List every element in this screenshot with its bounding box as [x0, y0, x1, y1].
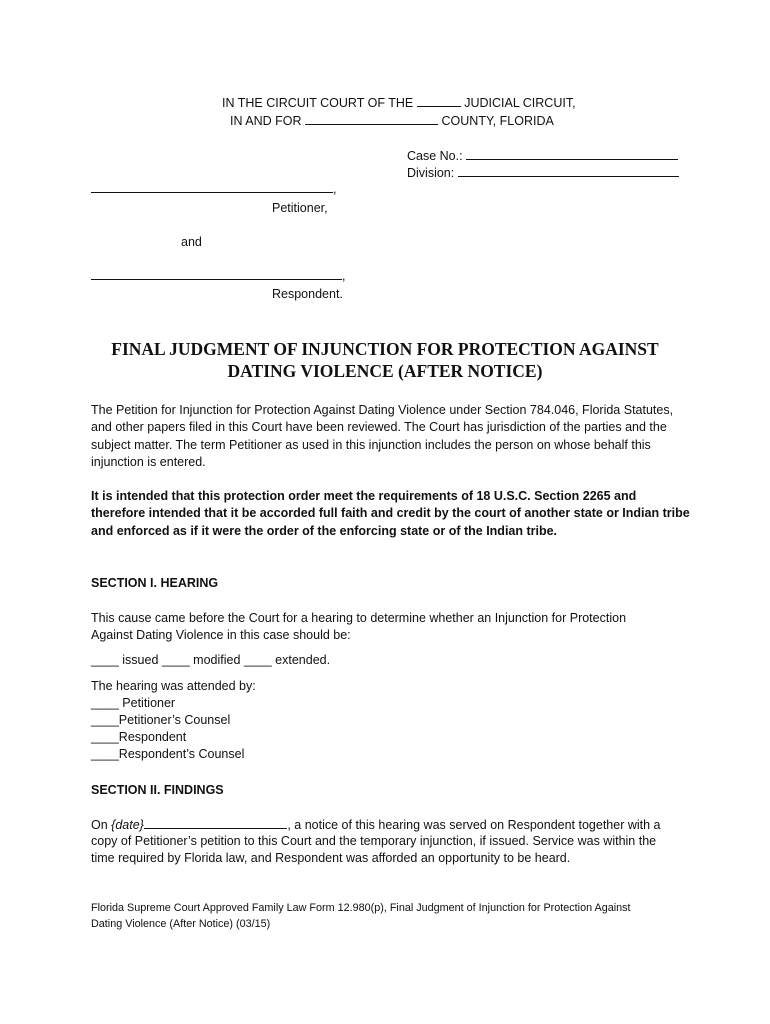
findings-line-3: time required by Florida law, and Respondent was afforded an opportunity to be heard. [91, 851, 571, 865]
attendee-respondent[interactable]: ____Respondent [91, 730, 187, 744]
full-faith-credit-paragraph: It is intended that this protection order meet the requirements of 18 U.S.C. Section 2265 and therefore intended that it be accorded full faith and credit by the court of another state or Indian tribe and enforced as if it were the order of the enforcing state or of the Indian tribe. [91, 489, 690, 538]
respondent-comma: , [342, 269, 346, 283]
intro-paragraph: The Petition for Injunction for Protection Against Dating Violence under Section 784.046, Florida Statutes, and other papers filed in this Court have been reviewed. The Court has jurisdiction of the parties and the subject matter. The term Petitioner as used in this injunction includes the person on whose behalf this injunction is entered. [91, 403, 674, 469]
section-2-heading: SECTION II. FINDINGS [91, 783, 224, 797]
title-line-1: FINAL JUDGMENT OF INJUNCTION FOR PROTECTION AGAINST [111, 339, 659, 359]
judicial-circuit-blank[interactable] [417, 95, 461, 107]
petitioner-label: Petitioner, [272, 201, 328, 215]
section-1-text: This cause came before the Court for a hearing to determine whether an Injunction for Protection Against Dating Violence in this case should be: [91, 611, 627, 643]
footer-line-2: Dating Violence (After Notice) (03/15) [91, 918, 271, 930]
findings-line-1 [91, 817, 661, 832]
attendee-petitioner[interactable]: ____ Petitioner [91, 696, 176, 710]
court-line [222, 95, 576, 110]
date-placeholder: {date} [111, 818, 144, 832]
attendee-respondent-counsel[interactable]: ____Respondent’s Counsel [91, 747, 245, 761]
section-1-heading: SECTION I. HEARING [91, 576, 219, 590]
division-blank[interactable] [458, 165, 679, 177]
county-line-prefix: IN AND FOR [230, 114, 302, 128]
service-date-blank[interactable] [144, 817, 287, 829]
title-line-2: DATING VIOLENCE (AFTER NOTICE) [227, 361, 543, 381]
county-line [230, 113, 554, 128]
county-blank[interactable] [305, 113, 438, 125]
and-label: and [181, 235, 202, 249]
respondent-label: Respondent. [272, 287, 343, 301]
attended-label: The hearing was attended by: [91, 679, 256, 693]
case-no-label: Case No.: [407, 149, 463, 163]
court-line-prefix: IN THE CIRCUIT COURT OF THE [222, 96, 414, 110]
on-label: On [91, 818, 108, 832]
findings-line-2: copy of Petitioner’s petition to this Court and the temporary injunction, if issued. Service was within the [91, 834, 657, 848]
case-no-blank[interactable] [466, 148, 678, 160]
county-line-suffix: COUNTY, FLORIDA [441, 114, 554, 128]
case-no-row [407, 148, 678, 163]
hearing-options-line[interactable]: ____ issued ____ modified ____ extended. [91, 653, 331, 667]
document-title [60, 338, 710, 382]
division-row [407, 165, 679, 180]
petitioner-name-blank[interactable] [91, 192, 333, 193]
attendee-petitioner-counsel[interactable]: ____Petitioner’s Counsel [91, 713, 231, 727]
court-line-suffix: JUDICIAL CIRCUIT, [464, 96, 576, 110]
petitioner-comma: , [333, 182, 337, 196]
division-label: Division: [407, 166, 455, 180]
footer-line-1: Florida Supreme Court Approved Family Law Form 12.980(p), Final Judgment of Injunction for Protection Against [91, 902, 631, 914]
respondent-name-blank[interactable] [91, 279, 342, 280]
findings-line-1-text: , a notice of this hearing was served on Respondent together with a [287, 818, 661, 832]
